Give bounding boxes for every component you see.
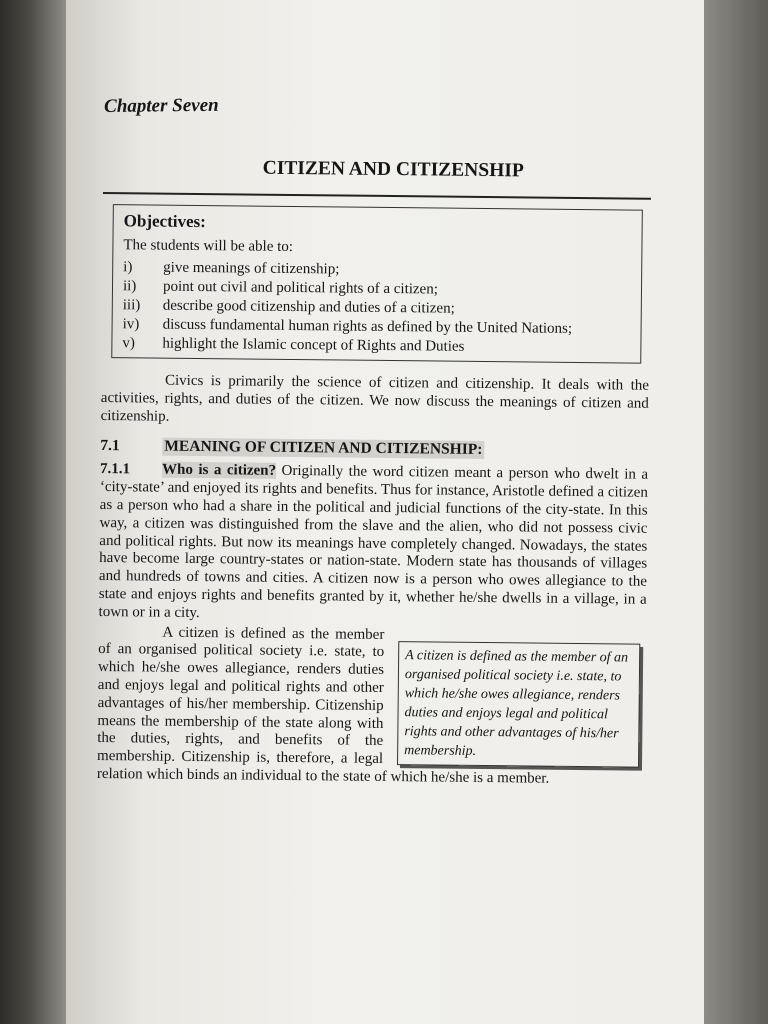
objective-text: give meanings of citizenship; (163, 259, 340, 278)
intro-paragraph: Civics is primarily the science of citizen and citizenship. It deals with the activities, rights, and duties of the citizen. We now discuss the meanings of citizen and citizenship. (100, 372, 650, 425)
objectives-heading: Objectives: (123, 211, 206, 232)
subsection-text: Originally the word citizen meant a person who dwelt in a ‘city-state’ and enjoyed its rights and benefits. Thus for instance, Aristotle defined a citizen as a person who had a share in the political and judicial functions of the city-state. In this way, a citizen was distinguished from the slave and the alien, who did not possess civic and political rights. But now its meanings have completely changed. Nowadays, the states have become large country-states or nation-state. Modern state has thousands of villages and hundreds of towns and cities. A citizen now is a person who owes allegiance to the state and enjoys rights and benefits granted by it, whether he/she dwells in a village, in a town or in a city. (98, 463, 649, 621)
objectives-intro: The students will be able to: (123, 237, 294, 255)
subsection-paragraph (98, 461, 648, 627)
definition-paragraph: A citizen is defined as the member of an organised political society i.e. state, to which he/she owes allegiance, renders duties and enjoys legal and political rights and other advantages of his/her membership. Citizenship means the membership of the state along with the duties, rights, and benefits of the membership. Citizenship is, therefore, a legal relation which binds an individual to the state of which he/she is a member. (96, 624, 550, 787)
definition-block (97, 624, 647, 790)
objective-text: describe good citizenship and duties of a citizen; (162, 297, 455, 317)
subsection-number: 7.1.1 (100, 461, 131, 478)
subsection-title: Who is a citizen? (162, 462, 277, 480)
section-heading (100, 437, 648, 461)
objective-number: iii) (122, 297, 141, 314)
title-rule (103, 192, 651, 200)
objective-number: i) (123, 259, 133, 276)
page-content (97, 96, 652, 789)
chapter-label: Chapter Seven (104, 94, 219, 117)
objective-item (122, 334, 632, 358)
page-edge-shadow (704, 0, 768, 1024)
objectives-list (122, 258, 633, 358)
chapter-title: CITIZEN AND CITIZENSHIP (262, 157, 524, 182)
section-title: MEANING OF CITIZEN AND CITIZENSHIP: (162, 438, 484, 459)
objective-text: discuss fundamental human rights as defined by the United Nations; (162, 316, 573, 337)
objective-text: highlight the Islamic concept of Rights and Duties (162, 335, 465, 355)
objective-text: point out civil and political rights of a citizen; (162, 278, 439, 298)
objective-number: v) (122, 335, 135, 352)
objective-number: iv) (122, 316, 140, 333)
objectives-box (111, 204, 643, 364)
section-number: 7.1 (100, 437, 120, 455)
definition-callout: A citizen is defined as the member of an organised political society i.e. state, to which he/she owes allegiance, renders duties and enjoys legal and political rights and other advantages of his/her membership. (397, 641, 640, 768)
objective-number: ii) (122, 278, 137, 295)
